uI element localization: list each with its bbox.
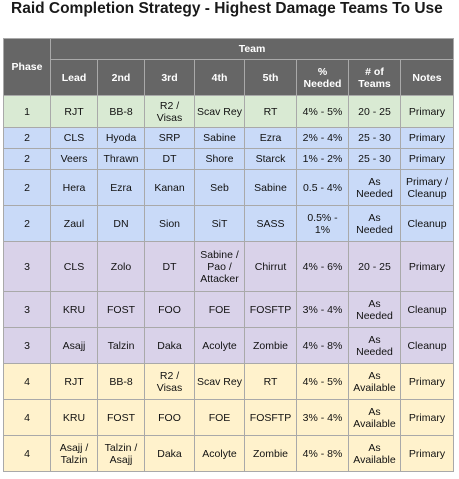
cell-5th: SASS [245, 206, 297, 242]
header-lead: Lead [51, 60, 98, 96]
cell-phase: 4 [4, 364, 51, 400]
cell-4th: Seb [195, 170, 245, 206]
cell-4th: Sabine / Pao / Attacker [195, 242, 245, 292]
cell-phase: 3 [4, 242, 51, 292]
cell-3rd: DT [145, 149, 195, 170]
cell-lead: CLS [51, 128, 98, 149]
cell-lead: Veers [51, 149, 98, 170]
cell-teams: As Needed [349, 292, 401, 328]
cell-pct: 4% - 8% [297, 328, 349, 364]
cell-4th: Acolyte [195, 436, 245, 472]
cell-pct: 0.5% - 1% [297, 206, 349, 242]
cell-2nd: BB-8 [98, 364, 145, 400]
cell-5th: Zombie [245, 328, 297, 364]
cell-2nd: Talzin / Asajj [98, 436, 145, 472]
cell-lead: CLS [51, 242, 98, 292]
cell-pct: 4% - 8% [297, 436, 349, 472]
cell-lead: KRU [51, 400, 98, 436]
cell-phase: 3 [4, 292, 51, 328]
cell-teams: 20 - 25 [349, 96, 401, 128]
cell-3rd: Kanan [145, 170, 195, 206]
header-phase: Phase [4, 39, 51, 96]
cell-notes: Primary [401, 128, 454, 149]
cell-2nd: Ezra [98, 170, 145, 206]
cell-lead: KRU [51, 292, 98, 328]
table-row [4, 128, 454, 149]
cell-2nd: BB-8 [98, 96, 145, 128]
cell-lead: Asajj / Talzin [51, 436, 98, 472]
cell-5th: FOSFTP [245, 292, 297, 328]
cell-lead: RJT [51, 364, 98, 400]
cell-4th: Scav Rey [195, 96, 245, 128]
cell-teams: 25 - 30 [349, 128, 401, 149]
table-row [4, 206, 454, 242]
cell-pct: 0.5 - 4% [297, 170, 349, 206]
cell-notes: Primary [401, 364, 454, 400]
table-row [4, 328, 454, 364]
cell-notes: Primary / Cleanup [401, 170, 454, 206]
cell-pct: 1% - 2% [297, 149, 349, 170]
cell-3rd: SRP [145, 128, 195, 149]
header-5th: 5th [245, 60, 297, 96]
cell-3rd: FOO [145, 292, 195, 328]
cell-pct: 2% - 4% [297, 128, 349, 149]
cell-teams: 20 - 25 [349, 242, 401, 292]
cell-phase: 2 [4, 149, 51, 170]
cell-lead: RJT [51, 96, 98, 128]
cell-phase: 4 [4, 400, 51, 436]
cell-2nd: Zolo [98, 242, 145, 292]
cell-3rd: Daka [145, 328, 195, 364]
cell-phase: 2 [4, 206, 51, 242]
cell-4th: SiT [195, 206, 245, 242]
table-row [4, 96, 454, 128]
cell-lead: Asajj [51, 328, 98, 364]
header-4th: 4th [195, 60, 245, 96]
cell-notes: Primary [401, 400, 454, 436]
raid-strategy-table [3, 38, 454, 472]
header-pct-needed: % Needed [297, 60, 349, 96]
cell-3rd: Sion [145, 206, 195, 242]
cell-2nd: FOST [98, 292, 145, 328]
cell-phase: 3 [4, 328, 51, 364]
cell-teams: As Needed [349, 328, 401, 364]
cell-5th: RT [245, 364, 297, 400]
cell-teams: 25 - 30 [349, 149, 401, 170]
cell-2nd: DN [98, 206, 145, 242]
cell-phase: 2 [4, 170, 51, 206]
cell-2nd: Thrawn [98, 149, 145, 170]
cell-lead: Zaul [51, 206, 98, 242]
cell-5th: FOSFTP [245, 400, 297, 436]
cell-4th: Shore [195, 149, 245, 170]
table-row [4, 242, 454, 292]
cell-pct: 3% - 4% [297, 400, 349, 436]
cell-pct: 4% - 6% [297, 242, 349, 292]
cell-notes: Cleanup [401, 292, 454, 328]
cell-notes: Primary [401, 242, 454, 292]
header-row-top [4, 39, 454, 60]
cell-3rd: R2 / Visas [145, 96, 195, 128]
header-3rd: 3rd [145, 60, 195, 96]
cell-notes: Cleanup [401, 206, 454, 242]
cell-2nd: Hyoda [98, 128, 145, 149]
table-row [4, 292, 454, 328]
table-row [4, 400, 454, 436]
cell-phase: 4 [4, 436, 51, 472]
cell-4th: FOE [195, 400, 245, 436]
cell-4th: Scav Rey [195, 364, 245, 400]
cell-5th: Sabine [245, 170, 297, 206]
header-row-columns [4, 60, 454, 96]
cell-teams: As Needed [349, 206, 401, 242]
table-row [4, 170, 454, 206]
table-row [4, 364, 454, 400]
header-num-teams: # of Teams [349, 60, 401, 96]
header-notes: Notes [401, 60, 454, 96]
cell-2nd: FOST [98, 400, 145, 436]
table-row [4, 149, 454, 170]
cell-notes: Primary [401, 436, 454, 472]
table-row [4, 436, 454, 472]
header-team: Team [51, 39, 454, 60]
cell-4th: FOE [195, 292, 245, 328]
cell-3rd: Daka [145, 436, 195, 472]
header-2nd: 2nd [98, 60, 145, 96]
cell-notes: Primary [401, 149, 454, 170]
cell-5th: Ezra [245, 128, 297, 149]
cell-3rd: DT [145, 242, 195, 292]
cell-teams: As Available [349, 436, 401, 472]
cell-notes: Cleanup [401, 328, 454, 364]
cell-4th: Acolyte [195, 328, 245, 364]
cell-teams: As Available [349, 364, 401, 400]
cell-3rd: FOO [145, 400, 195, 436]
cell-4th: Sabine [195, 128, 245, 149]
cell-notes: Primary [401, 96, 454, 128]
cell-teams: As Available [349, 400, 401, 436]
page-title: Raid Completion Strategy - Highest Damage Teams To Use [11, 0, 443, 17]
cell-2nd: Talzin [98, 328, 145, 364]
cell-5th: RT [245, 96, 297, 128]
cell-lead: Hera [51, 170, 98, 206]
cell-phase: 2 [4, 128, 51, 149]
cell-pct: 3% - 4% [297, 292, 349, 328]
cell-5th: Starck [245, 149, 297, 170]
cell-3rd: R2 / Visas [145, 364, 195, 400]
cell-5th: Zombie [245, 436, 297, 472]
cell-5th: Chirrut [245, 242, 297, 292]
cell-pct: 4% - 5% [297, 364, 349, 400]
cell-phase: 1 [4, 96, 51, 128]
cell-teams: As Needed [349, 170, 401, 206]
cell-pct: 4% - 5% [297, 96, 349, 128]
